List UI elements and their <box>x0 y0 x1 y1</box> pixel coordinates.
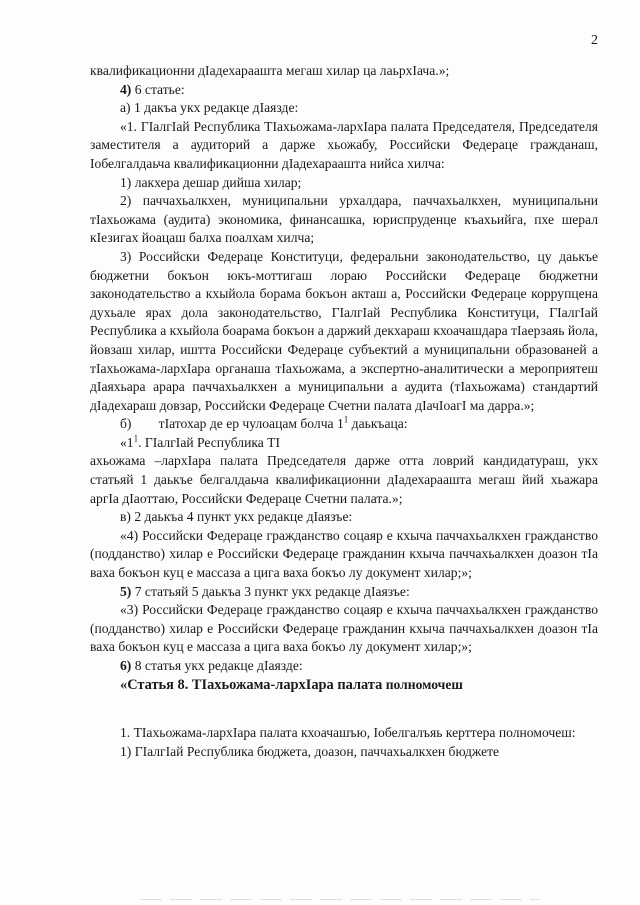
paragraph-text: . ГІалгІай Республика ТІ <box>138 434 280 450</box>
superscript: 1 <box>343 414 349 425</box>
paragraph: 1. ТІахьожама-лархІара палата кхоачашъю, Іобелгалъяь керттера полномочеш: <box>120 725 576 741</box>
paragraph-item-4 <box>90 81 598 100</box>
section-heading <box>90 676 598 695</box>
paragraph: а) 1 дакъа укх редакце дІаязде: <box>120 100 299 116</box>
paragraph <box>90 415 598 434</box>
paragraph <box>90 434 598 453</box>
superscript: 1 <box>133 433 139 444</box>
paragraph: «3) Российски Федераце гражданство соцаяр е кхыча паччахьалкхен гражданство (подданство) хилар е Российски Федераце гражданин кхыча паччахьалкхен доазон тІа ваха бокъон куц е массаза а цига ваха бокъо лу документ хилар;»; <box>90 602 598 655</box>
page-number: 2 <box>591 33 598 48</box>
document-body <box>90 62 598 761</box>
heading-text-tail: полномочеш <box>382 676 463 692</box>
spacer <box>90 694 598 724</box>
paragraph-text: «1 <box>120 434 134 450</box>
item-text: 8 статья укх редакце дІаязде: <box>131 658 303 673</box>
paragraph: «4) Российски Федераце гражданство соцаяр е кхыча паччахьалкхен гражданство (подданство) хилар е Российски Федераце гражданин кхыча паччахьалкхен доазон тІа ваха бокъон куц е массаза а цига ваха бокъо лу документ хилар;»; <box>90 527 598 581</box>
item-text: 7 статьяй 5 даькъа 3 пункт укх редакце дІаязъе: <box>131 583 410 599</box>
item-number: 6) <box>120 658 132 673</box>
item-number: 4) <box>120 81 132 97</box>
paragraph-text: даькъаца: <box>348 416 408 432</box>
paragraph: в) 2 даькъа 4 пункт укх редакце дІаязъе: <box>120 509 353 525</box>
paragraph: 3) Российски Федераце Конституци, федеральни законодательство, цу даькъе бюджетни бокъон юкъ-моттигаш лораю Российски Федераце бюджетни законодательство а кхыйола борама бокъон акташ а, Российски Федераце коррупцена духьале ярах дола законодательство, ГІалгІай Республика Конституци, ГІалгІай Республика а кхыйола боарама бокъон а даржий декхараш кхоачашдара тІаерзаяь йола, йовзаш хилар, иштта Российски Федераце субъектий а муниципальни образованей а тІахьожама-лархІара органаша тІахьожама, а экспертно-аналитически а мероприятеш дІаяхьара арара паччахьалкхен а муниципальни а аудита (тІахьожама) стандартий дІадехараш довзар, Российски Федераце Счетни палата дІачІоагІ ма дарра.»; <box>90 248 598 413</box>
paragraph: «1. ГІалгІай Республика ТІахьожама-лархІара палата Председателя, Председателя заместителя а аудиторий а дарже хьожабу, Российски Федераце гражданаш, Іобелгалдаьча квалификационни дІадехараашта нийса хилча: <box>90 118 598 171</box>
paragraph-item-6 <box>90 657 598 676</box>
sub-item-letter: б) <box>120 416 132 432</box>
paragraph: 1) лакхера дешар дийша хилар; <box>120 174 302 190</box>
heading-text: «Статья 8. ТІахьожама-лархІара палата <box>120 676 383 693</box>
paragraph: ахьожама –лархІара палата Председателя дарже отта ловрий кандидатураш, укх статьяй 1 даькъе белгалдаьча квалификационни дІадехараашта мегаш йий хьажара аргІа дІаоттаю, Российски Федераце Счетни палата.»; <box>90 453 598 506</box>
paragraph-item-5 <box>90 583 598 602</box>
paragraph: 2) паччахьалкхен, муниципальни урхалдара, паччахьалкхен, муниципальни тІахьожама (аудита) экономика, финансашка, юриспруденце къахьийга, пхе шерал кІезигах йоацаш балха поалхам хилча; <box>90 193 598 246</box>
item-text: 6 статье: <box>131 81 185 97</box>
scan-artifact-line <box>140 899 540 900</box>
item-number: 5) <box>120 583 132 599</box>
paragraph: 1) ГІалгІай Республика бюджета, доазон, паччахьалкхен бюджете <box>120 743 500 759</box>
paragraph-text: тІатохар де ер чулоацам болча 1 <box>158 416 344 432</box>
paragraph: квалификационни дІадехараашта мегаш хилар ца лаьрхІача.»; <box>90 63 450 78</box>
